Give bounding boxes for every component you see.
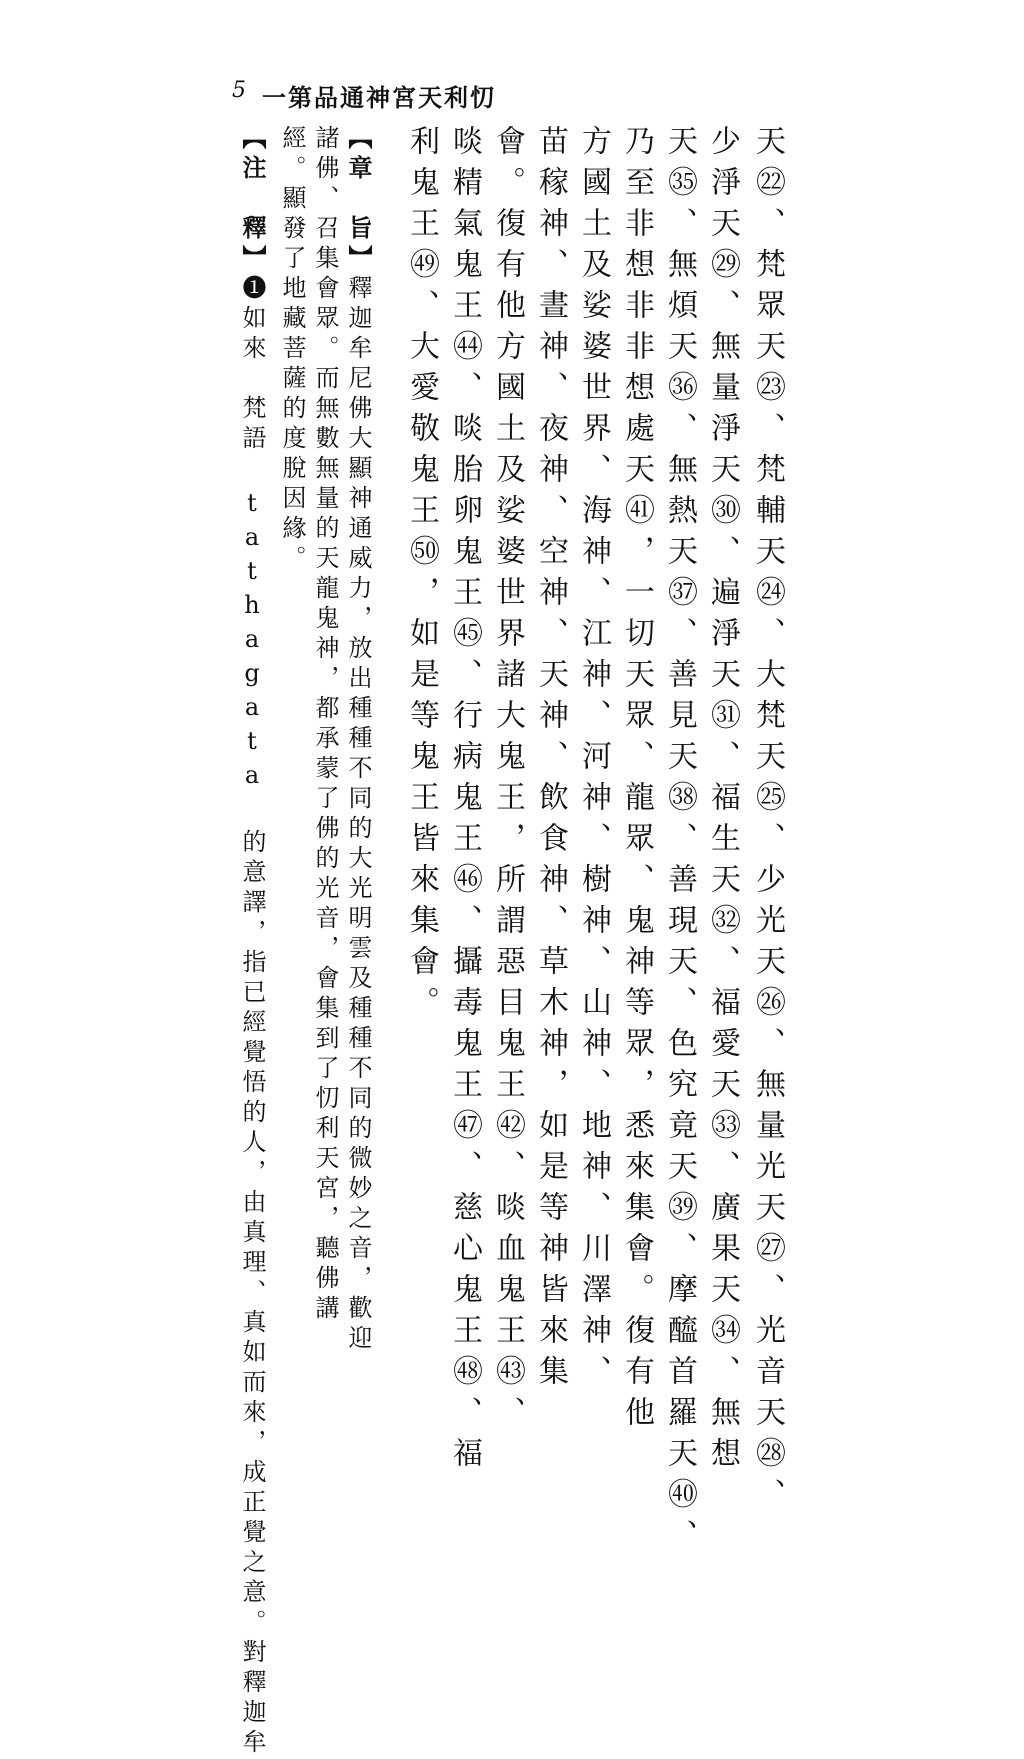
summary-bracket-open: 【 xyxy=(344,125,373,155)
page-number: 5 xyxy=(232,78,246,103)
notes-label: 注 釋 xyxy=(238,155,267,245)
notes-column-1 xyxy=(238,125,267,1759)
summary-label: 章 旨 xyxy=(344,155,373,245)
notes-bracket-close: 】 xyxy=(238,245,267,275)
notes-bracket-open: 【 xyxy=(238,125,267,155)
summary-bracket-close: 】 xyxy=(344,245,373,275)
notes-text: ❶如來 梵語 tathagata 的意譯，指已經覺悟的人，由真理、真如而來，成正覺之意。對釋迦牟 xyxy=(238,275,266,1759)
main-text-column-8: 啖精氣鬼王㊹、啖胎卵鬼王㊺、行病鬼王㊻、攝毒鬼王㊼、慈心鬼王㊽、福 xyxy=(447,125,482,1478)
chapter-summary-column-2: 諸佛、召集會眾。而無數無量的天龍鬼神，都承蒙了佛的光音，會集到了忉利天宮，聽佛講 xyxy=(311,125,339,1325)
summary-text: 釋迦牟尼佛大顯神通威力，放出種種不同的大光明雲及種種不同的微妙之音，歡迎 xyxy=(344,275,372,1355)
main-text-column-6: 苗稼神、晝神、夜神、空神、天神、飲食神、草木神，如是等神皆來集 xyxy=(533,125,568,1396)
running-header: 一第品通神宮天利忉 xyxy=(262,83,496,112)
main-text-column-5: 方國土及娑婆世界、海神、江神、河神、樹神、山神、地神、川澤神、 xyxy=(576,125,611,1396)
main-text-column-9: 利鬼王㊾、大愛敬鬼王㊿，如是等鬼王皆來集會。 xyxy=(404,125,439,1027)
main-text-column-3: 天㉟、無煩天㊱、無熱天㊲、善見天㊳、善現天、色究竟天㊴、摩醯首羅天㊵、 xyxy=(662,125,697,1560)
main-text-column-7: 會。復有他方國土及娑婆世界諸大鬼王，所謂惡目鬼王㊷、啖血鬼王㊸、 xyxy=(490,125,525,1437)
chapter-summary-column-1 xyxy=(344,125,373,1355)
main-text-column-1: 天㉒、梵眾天㉓、梵輔天㉔、大梵天㉕、少光天㉖、無量光天㉗、光音天㉘、 xyxy=(750,125,785,1519)
main-text-column-2: 少淨天㉙、無量淨天㉚、遍淨天㉛、福生天㉜、福愛天㉝、廣果天㉞、無想 xyxy=(705,125,740,1478)
chapter-summary-column-3: 經。顯發了地藏菩薩的度脫因緣。 xyxy=(278,125,306,575)
main-text-column-4: 乃至非想非非想處天㊶，一切天眾、龍眾、鬼神等眾，悉來集會。復有他 xyxy=(619,125,654,1437)
